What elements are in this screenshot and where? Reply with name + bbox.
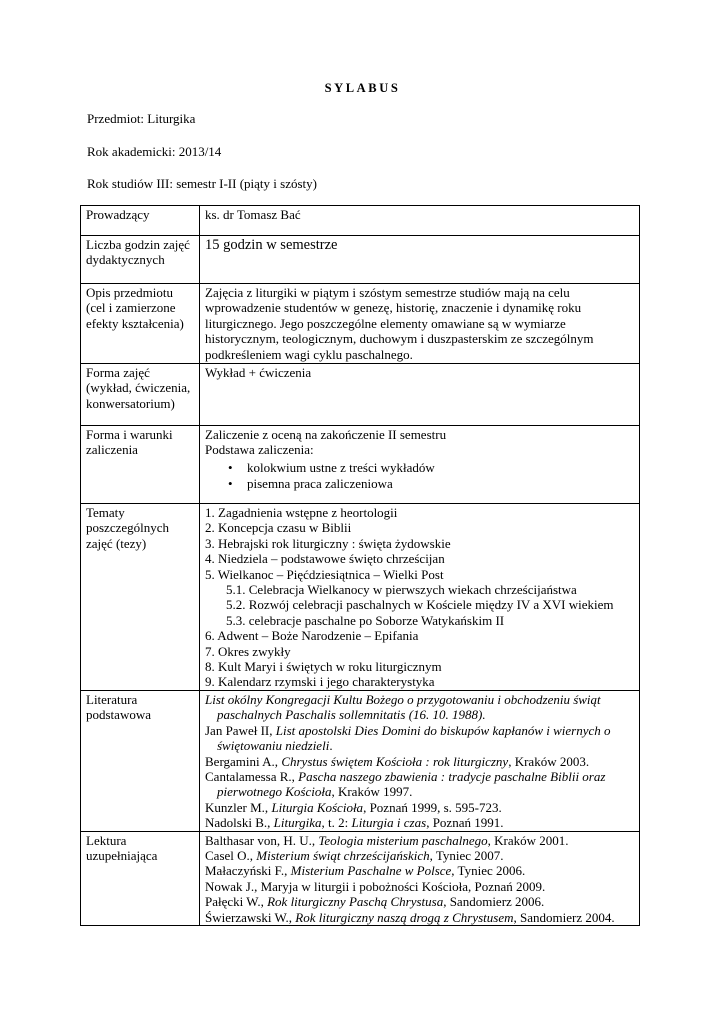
ref-title: Rok liturgiczny Paschą Chrystusa: [267, 894, 444, 910]
row-label: Tematy poszczególnych zajęć (tezy): [81, 504, 200, 691]
row-label: Lektura uzupełniająca: [81, 831, 200, 925]
table-row-form: [81, 364, 640, 426]
ref-author: Nadolski B.,: [205, 815, 274, 831]
ref-author: Pałęcki W.,: [205, 894, 268, 910]
list-item: [205, 723, 635, 754]
list-item: 2. Koncepcja czasu w Biblii: [205, 520, 352, 536]
ref-rest: , Poznań 1999, s. 595-723.: [363, 799, 502, 815]
ref-rest: .: [329, 738, 333, 754]
table-row-supplementary: [81, 831, 640, 925]
list-item: • kolokwium ustne z treści wykładów: [205, 460, 635, 475]
assessment-list: [205, 460, 635, 492]
list-item: 8. Kult Maryi i świętych w roku liturgicznym: [205, 659, 442, 675]
ref-rest: , Kraków 2001.: [487, 832, 569, 848]
ref-rest: , Tyniec 2006.: [451, 863, 526, 879]
ref-title: Rok liturgiczny naszą drogą z Chrystusem: [295, 909, 514, 925]
list-item: 9. Kalendarz rzymski i jego charakterystyka: [205, 674, 435, 690]
list-item: [205, 910, 635, 925]
ref-rest: , Sandomierz 2004.: [513, 909, 615, 925]
assessment-line: Zaliczenie z oceną na zakończenie II semestru: [205, 427, 447, 442]
ref-title: List okólny Kongregacji Kultu Bożego o przygotowaniu i obchodzeniu świąt paschalnych Paschalis sollemnitatis (16. 10. 1988).: [205, 691, 601, 723]
list-item: [205, 754, 635, 769]
list-item: • pisemna praca zaliczeniowa: [205, 476, 635, 491]
ref-author: Jan Paweł II,: [205, 722, 276, 738]
form-value: Wykład + ćwiczenia: [200, 364, 640, 426]
subject-line: Przedmiot: Liturgika: [87, 111, 196, 126]
list-item: 5.1. Celebracja Wielkanocy w pierwszych wiekach chrześcijaństwa: [226, 582, 577, 598]
row-label: Liczba godzin zajęć dydaktycznych: [81, 236, 200, 284]
row-label: Forma zajęć (wykład, ćwiczenia, konwersatorium): [81, 364, 200, 426]
ref-title: Pascha naszego zbawienia : tradycje paschalne Biblii oraz pierwotnego Kościoła: [217, 768, 606, 800]
study-year-line: Rok studiów III: semestr I-II (piąty i szósty): [87, 176, 317, 191]
list-item: 5.3. celebracje paschalne po Soborze Watykańskim II: [226, 612, 505, 628]
ref-author: Casel O.,: [205, 847, 257, 863]
document-title: SYLABUS: [324, 81, 401, 95]
row-label: Opis przedmiotu (cel i zamierzone efekty kształcenia): [81, 284, 200, 364]
assessment-basis: Podstawa zaliczenia:: [205, 442, 314, 458]
list-item: [205, 815, 635, 830]
list-item: 7. Okres zwykły: [205, 643, 291, 659]
ref-author: Cantalamessa R.,: [205, 768, 299, 784]
ref-title: Chrystus świętem Kościoła : rok liturgiczny: [281, 753, 509, 769]
ref-rest: , t. 2:: [321, 815, 352, 831]
hours-text: 15 godzin w semestrze: [205, 237, 338, 253]
hours-value: [200, 236, 640, 284]
list-item: [205, 692, 635, 723]
ref-author: Nowak J., Maryja w liturgii i pobożności Kościoła, Poznań 2009.: [205, 878, 546, 894]
table-row-description: [81, 284, 640, 364]
ref-rest: , Poznań 1991.: [426, 815, 504, 831]
list-item: 3. Hebrajski rok liturgiczny : święta żydowskie: [205, 535, 451, 551]
ref-rest: , Tyniec 2007.: [429, 847, 504, 863]
ref-author: Małaczyński F.,: [205, 863, 291, 879]
syllabus-table: [80, 205, 640, 926]
topics-value: [200, 504, 640, 691]
row-label: Forma i warunki zaliczenia: [81, 426, 200, 504]
ref-title: Misterium Paschalne w Polsce: [290, 863, 452, 879]
ref-title: Misterium świąt chrześcijańskich: [256, 847, 430, 863]
list-item: 5. Wielkanoc – Pięćdziesiątnica – Wielki Post: [205, 566, 444, 582]
list-item: [205, 800, 635, 815]
assessment-value: [200, 426, 640, 504]
ref-author: Świerzawski W.,: [205, 909, 296, 925]
table-row-literature: [81, 690, 640, 831]
list-item: 1. Zagadnienia wstępne z heortologii: [205, 505, 398, 520]
ref-author: Kunzler M.,: [205, 799, 272, 815]
table-row-assessment: [81, 426, 640, 504]
list-item: [205, 769, 635, 800]
list-item: 5.2. Rozwój celebracji paschalnych w Kościele między IV a XVI wiekiem: [226, 597, 614, 613]
list-item: [205, 863, 635, 878]
ref-rest: , Sandomierz 2006.: [443, 894, 545, 910]
list-item: [205, 894, 635, 909]
description-value: Zajęcia z liturgiki w piątym i szóstym semestrze studiów mają na celu wprowadzenie studentów w genezę, historię, znaczenie i dynamikę roku liturgicznego. Jego poszczególne elementy omawiane są w wymiarze historycznym, teologicznym, duchowym i duszpasterskim ze szczególnym podkreśleniem wagi cyklu paschalnego.: [200, 284, 640, 364]
ref-rest: , Kraków 2003.: [508, 753, 590, 769]
supplementary-value: [200, 831, 640, 925]
ref-rest: , Kraków 1997.: [331, 784, 413, 800]
list-item: 4. Niedziela – podstawowe święto chrześcijan: [205, 551, 445, 567]
table-row-hours: [81, 236, 640, 284]
ref-title: List apostolski Dies Domini do biskupów kapłanów i wiernych o świętowaniu niedzieli: [217, 722, 611, 754]
list-item: [205, 848, 635, 863]
list-item: [205, 879, 635, 894]
topics-list: [205, 505, 635, 690]
ref-author: Balthasar von, H. U.,: [205, 832, 319, 848]
academic-year-line: Rok akademicki: 2013/14: [87, 144, 222, 159]
table-row-lecturer: [81, 206, 640, 236]
row-label: Prowadzący: [81, 206, 200, 236]
row-label: Literatura podstawowa: [81, 690, 200, 831]
ref-title: Liturgia Kościoła: [271, 799, 364, 815]
ref-title: Liturgia i czas: [351, 815, 427, 831]
ref-title: Teologia misterium paschalnego: [318, 832, 488, 848]
ref-author: Bergamini A.,: [205, 753, 282, 769]
table-row-topics: [81, 504, 640, 691]
lecturer-value: ks. dr Tomasz Bać: [200, 206, 640, 236]
literature-value: [200, 690, 640, 831]
list-item: 6. Adwent – Boże Narodzenie – Epifania: [205, 628, 419, 644]
ref-title: Liturgika: [273, 815, 322, 831]
list-item: [205, 833, 635, 848]
